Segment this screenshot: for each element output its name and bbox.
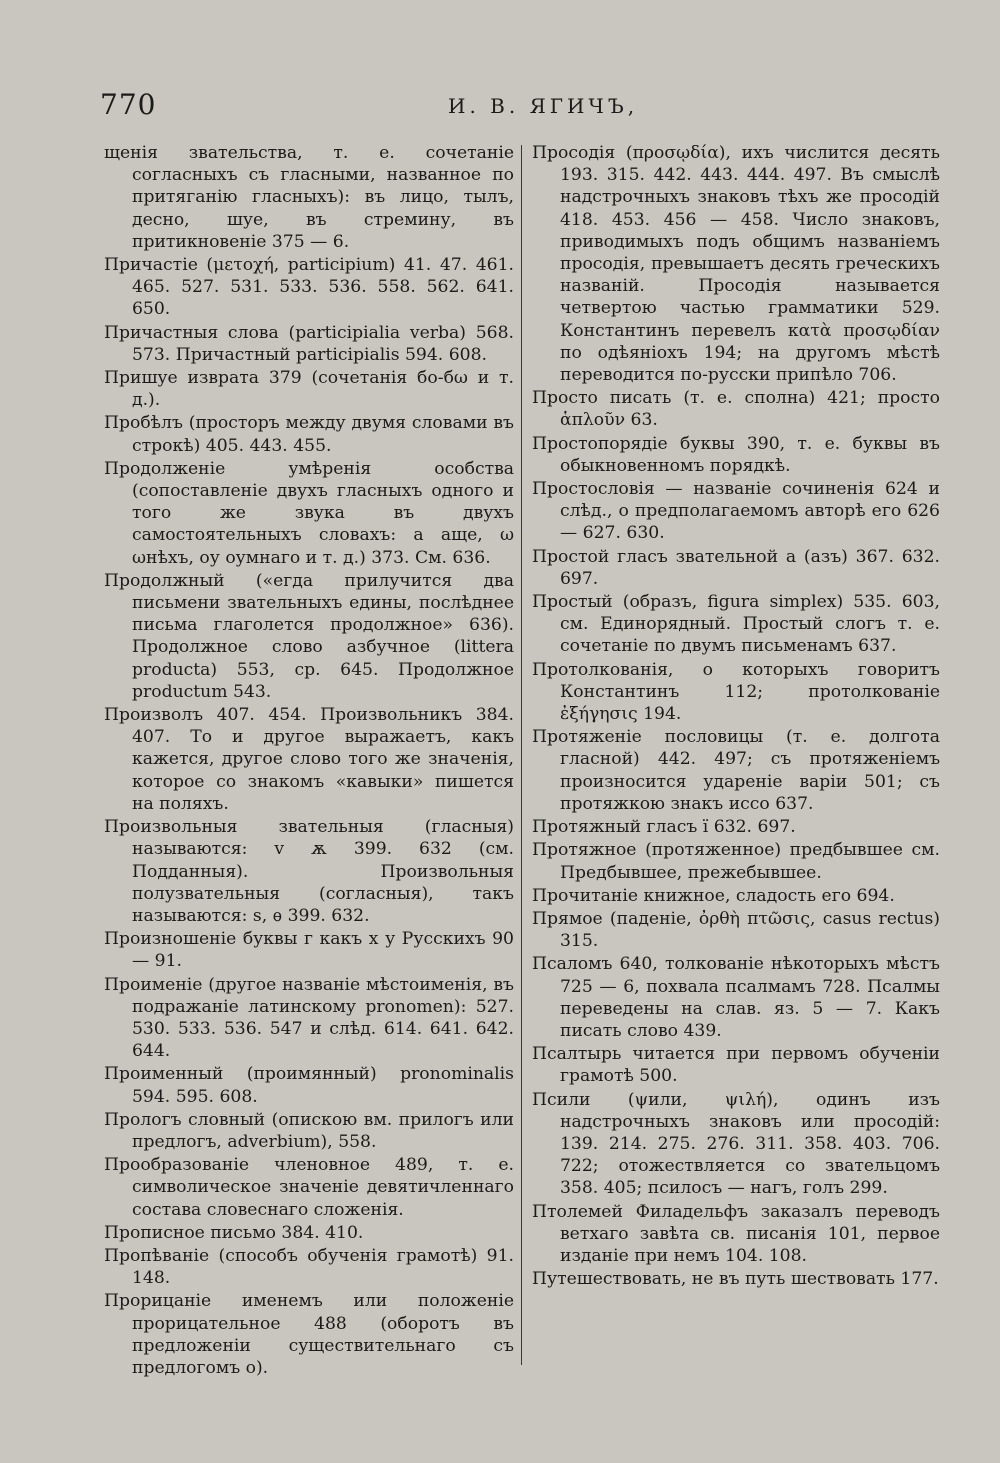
index-column-left	[104, 142, 514, 1380]
index-entry: Протяженіе пословицы (т. е. долгота гласной) 442. 497; съ протяженіемъ произносится удареніе варіи 501; съ протяжкою знакъ исcо 637.	[532, 727, 940, 814]
index-entry: Псалтырь читается при первомъ обученіи грамотѣ 500.	[532, 1044, 940, 1087]
index-entry: Пришуе изврата 379 (сочетанія бо-бω и т. д.).	[104, 368, 514, 411]
index-entry: Пробѣлъ (просторъ между двумя словами въ строкѣ) 405. 443. 455.	[104, 413, 514, 456]
index-entry: Продолженіе умѣренія особства (сопоставленіе двухъ гласныхъ одного и того же звука въ двухъ самостоятельныхъ словахъ: а аще, ω ωнѣхъ, оу оумнаго и т. д.) 373. См. 636.	[104, 458, 514, 568]
index-entry: Простословія — названіе сочиненія 624 и слѣд., о предполагаемомъ авторѣ его 626 — 627. 630.	[532, 479, 940, 544]
index-entry: Причастіе (μετοχή, participium) 41. 47. 461. 465. 527. 531. 533. 536. 558. 562. 641. 650.	[104, 255, 514, 320]
index-entry: Прообразованіе членовное 489, т. е. символическое значеніе девятичленнаго состава словеснаго сложенія.	[104, 1155, 514, 1220]
index-entry: Прологъ словный (опискою вм. прилогъ или предлогъ, adverbium), 558.	[104, 1109, 514, 1152]
index-entry: Протяжное (протяженное) предбывшее см. Предбывшее, прежебывшее.	[532, 840, 940, 883]
index-entry: Птолемей Филадельфъ заказалъ переводъ ветхаго завѣта св. писанія 101, первое изданіе при немъ 104. 108.	[532, 1201, 940, 1266]
index-entry: Прямое (паденіе, ὀρθὴ πτῶσις, casus rectus) 315.	[532, 908, 940, 952]
index-entry: Проименіе (другое названіе мѣстоименія, въ подражаніе латинскому pronomen): 527. 530. 533. 536. 547 и слѣд. 614. 641. 642. 644.	[104, 974, 514, 1062]
index-entry: Произвольныя звательныя (гласныя) называются: v ѫ 399. 632 (см. Подданныя). Произвольныя полузвательныя (согласныя), такъ называются: ѕ, ѳ 399. 632.	[104, 817, 514, 926]
index-entry: Причастныя слова (participialia verba) 568. 573. Причастный participialis 594. 608.	[104, 322, 514, 365]
index-column-right	[532, 142, 940, 1291]
index-entry: Простой гласъ звательной а (азъ) 367. 632. 697.	[532, 546, 940, 589]
index-entry: Псаломъ 640, толкованіе нѣкоторыхъ мѣстъ 725 — 6, похвала псалмамъ 728. Псалмы переведены на слав. яз. 5 — 7. Какъ писать слово 439.	[532, 954, 940, 1041]
index-entry: Произволъ 407. 454. Произвольникъ 384. 407. То и другое выражаетъ, какъ кажется, другое слово того же значенія, которое со знакомъ «кавыки» пишется на поляхъ.	[104, 705, 514, 814]
index-entry: Протолкованія, о которыхъ говоритъ Константинъ 112; протолкованіе ἐξήγησις 194.	[532, 659, 940, 725]
index-entry: Проименный (проимянный) pronominalis 594. 595. 608.	[104, 1064, 514, 1107]
index-entry: Произношеніе буквы г какъ х у Русскихъ 90 — 91.	[104, 929, 514, 972]
index-entry: Протяжный гласъ ї 632. 697.	[532, 817, 796, 838]
column-divider	[521, 145, 522, 1365]
index-entry: Простый (образъ, figura simplex) 535. 603, см. Единорядный. Простый слогъ т. е. сочетаніе по двумъ письменамъ 637.	[532, 592, 940, 657]
index-entry: Пропѣваніе (способъ обученія грамотѣ) 91. 148.	[104, 1245, 514, 1289]
index-entry: Прочитаніе книжное, сладость его 694.	[532, 885, 895, 906]
page-number: 770	[100, 88, 157, 121]
running-title: И. В. ЯГИЧЪ,	[448, 94, 639, 118]
index-entry: Прописное письмо 384. 410.	[104, 1222, 364, 1243]
index-entry: Продолжный («егда прилучится два письмени звательныхъ едины, послѣднее письма глаголется продолжное» 636). Продолжное слово азбучное (littera producta) 553, ср. 645. Продолжное productum 543.	[104, 570, 514, 702]
index-entry: Путешествовать, не въ путь шествовать 177.	[532, 1269, 939, 1290]
index-entry: щенія звательства, т. е. сочетаніе согласныхъ съ гласными, названное по притяганію гласныхъ): въ лицо, тылъ, десно, шуе, въ стремину, въ притикновеніе 375 — 6.	[104, 143, 514, 252]
page-header	[0, 88, 1000, 128]
index-entry: Псили (ψили, ψιλή), одинъ изъ надстрочныхъ знаковъ или просодій: 139. 214. 275. 276. 311. 358. 403. 706. 722; отожествляется со звательцомъ 358. 405; псилосъ — нагъ, голъ 299.	[532, 1089, 940, 1199]
index-entry: Прорицаніе именемъ или положеніе прорицательное 488 (оборотъ въ предложеніи существительнаго съ предлогомъ о).	[104, 1291, 514, 1378]
index-entry: Простопорядіе буквы 390, т. е. буквы въ обыкновенномъ порядкѣ.	[532, 433, 940, 476]
index-entry: Просто писать (т. е. сполна) 421; просто ἁπλοῦν 63.	[532, 388, 940, 431]
index-entry: Просодія (προσῳδία), ихъ числится десять 193. 315. 442. 443. 444. 497. Въ смыслѣ надстрочныхъ знаковъ тѣхъ же просодій 418. 453. 456 — 458. Число знаковъ, приводимыхъ подъ общимъ названіемъ просодія, превышаетъ десять греческихъ названій. Просодія называется четвертою частью грамматики 529. Константинъ перевелъ κατὰ προσῳδίαν по одѣяніохъ 194; на другомъ мѣстѣ переводится по-русски припѣло 706.	[532, 143, 940, 386]
